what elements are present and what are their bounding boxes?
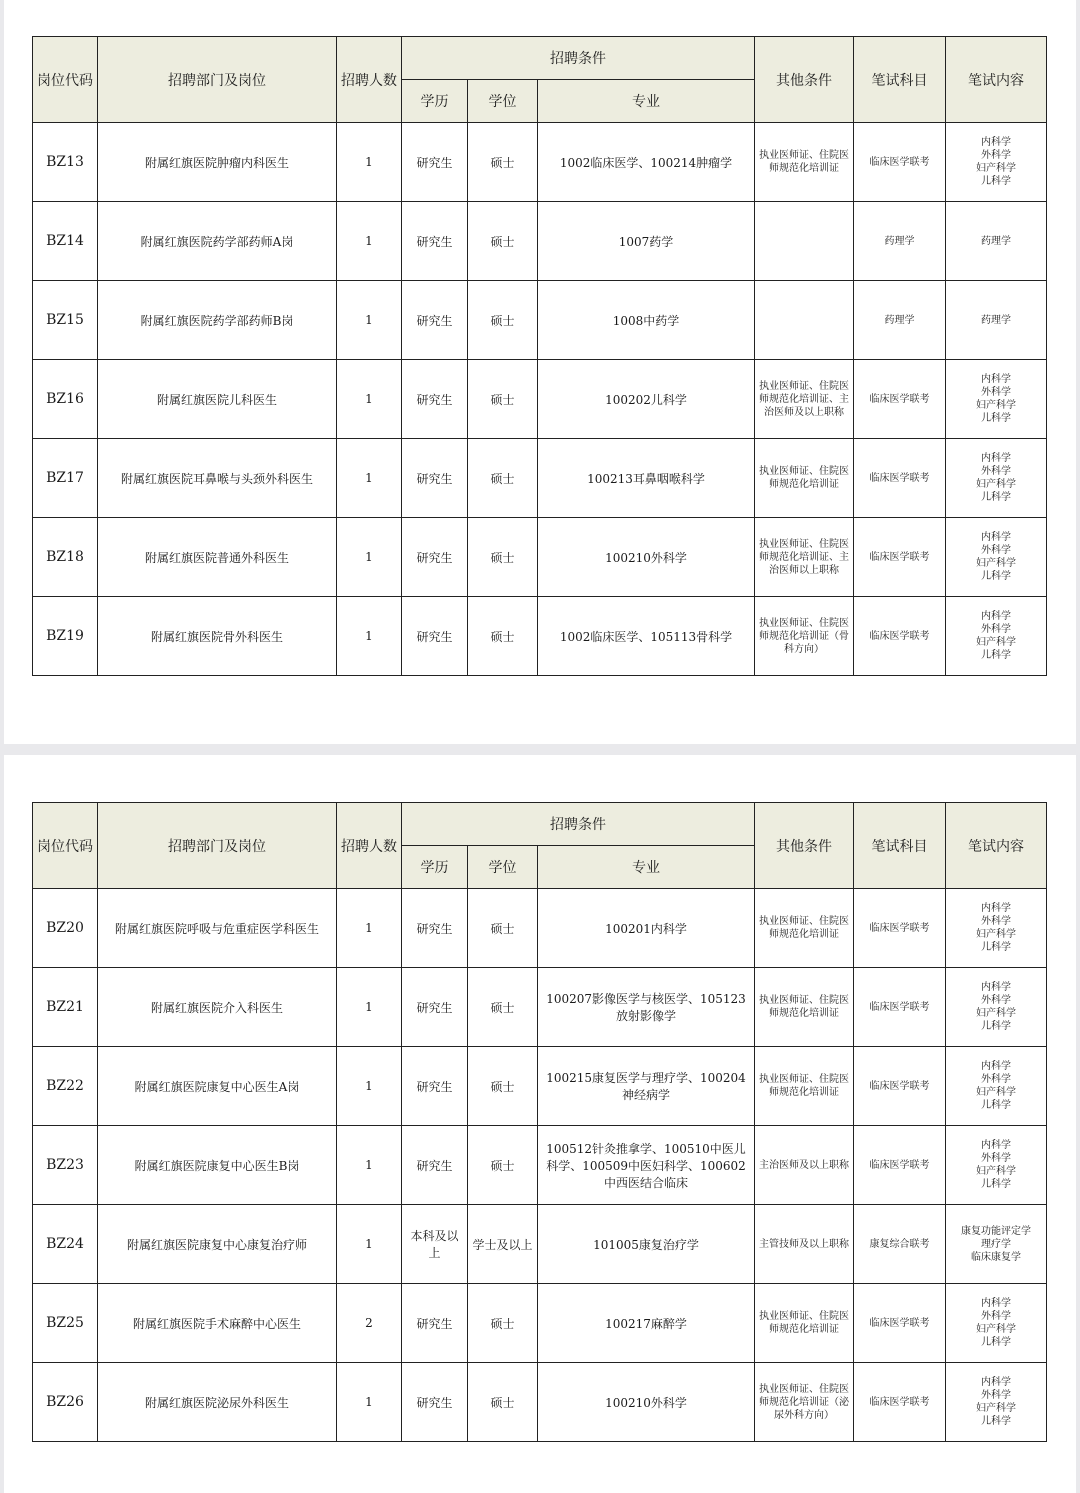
cell-dept: 附属红旗医院肿瘤内科医生 xyxy=(98,123,337,202)
cell-dept: 附属红旗医院介入科医生 xyxy=(98,968,337,1047)
cell-other: 执业医师证、住院医师规范化培训证、主治医师及以上职称 xyxy=(755,360,854,439)
cell-subject: 临床医学联考 xyxy=(854,123,946,202)
cell-code: BZ20 xyxy=(33,889,98,968)
cell-dept: 附属红旗医院康复中心医生B岗 xyxy=(98,1126,337,1205)
cell-other: 主治医师及以上职称 xyxy=(755,1126,854,1205)
table-row xyxy=(33,123,1047,202)
cell-subject: 临床医学联考 xyxy=(854,889,946,968)
cell-num: 1 xyxy=(337,281,402,360)
cell-major: 100202儿科学 xyxy=(538,360,755,439)
cell-degree: 硕士 xyxy=(468,123,538,202)
cell-degree: 硕士 xyxy=(468,1047,538,1126)
header-subject: 笔试科目 xyxy=(854,37,946,123)
cell-degree: 硕士 xyxy=(468,281,538,360)
cell-other: 执业医师证、住院医师规范化培训证 xyxy=(755,439,854,518)
cell-edu: 研究生 xyxy=(402,968,468,1047)
header-subject: 笔试科目 xyxy=(854,803,946,889)
cell-content: 内科学 外科学 妇产科学 儿科学 xyxy=(946,518,1047,597)
cell-major: 100210外科学 xyxy=(538,518,755,597)
table-row xyxy=(33,889,1047,968)
cell-subject: 临床医学联考 xyxy=(854,1047,946,1126)
cell-num: 1 xyxy=(337,1205,402,1284)
cell-code: BZ25 xyxy=(33,1284,98,1363)
cell-edu: 研究生 xyxy=(402,1363,468,1442)
cell-code: BZ22 xyxy=(33,1047,98,1126)
cell-major: 1002临床医学、100214肿瘤学 xyxy=(538,123,755,202)
cell-dept: 附属红旗医院普通外科医生 xyxy=(98,518,337,597)
cell-degree: 硕士 xyxy=(468,889,538,968)
cell-subject: 药理学 xyxy=(854,281,946,360)
cell-major: 100207影像医学与核医学、105123放射影像学 xyxy=(538,968,755,1047)
cell-other: 执业医师证、住院医师规范化培训证 xyxy=(755,1047,854,1126)
cell-major: 1002临床医学、105113骨科学 xyxy=(538,597,755,676)
cell-edu: 研究生 xyxy=(402,1047,468,1126)
cell-edu: 研究生 xyxy=(402,439,468,518)
cell-dept: 附属红旗医院儿科医生 xyxy=(98,360,337,439)
header-num: 招聘人数 xyxy=(337,37,402,123)
table-body-1 xyxy=(33,123,1047,676)
table-row xyxy=(33,360,1047,439)
cell-major: 100512针灸推拿学、100510中医儿科学、100509中医妇科学、100602中西医结合临床 xyxy=(538,1126,755,1205)
cell-num: 1 xyxy=(337,1126,402,1205)
cell-subject: 临床医学联考 xyxy=(854,360,946,439)
header-conditions: 招聘条件 xyxy=(402,37,755,80)
cell-edu: 研究生 xyxy=(402,281,468,360)
cell-content: 内科学 外科学 妇产科学 儿科学 xyxy=(946,1363,1047,1442)
cell-major: 100215康复医学与理疗学、100204神经病学 xyxy=(538,1047,755,1126)
cell-degree: 硕士 xyxy=(468,439,538,518)
cell-degree: 硕士 xyxy=(468,597,538,676)
cell-dept: 附属红旗医院手术麻醉中心医生 xyxy=(98,1284,337,1363)
cell-edu: 研究生 xyxy=(402,1126,468,1205)
cell-degree: 硕士 xyxy=(468,1284,538,1363)
cell-num: 1 xyxy=(337,889,402,968)
cell-num: 1 xyxy=(337,1047,402,1126)
cell-num: 1 xyxy=(337,439,402,518)
cell-major: 100213耳鼻咽喉科学 xyxy=(538,439,755,518)
cell-num: 1 xyxy=(337,1363,402,1442)
cell-dept: 附属红旗医院耳鼻喉与头颈外科医生 xyxy=(98,439,337,518)
cell-content: 康复功能评定学 理疗学 临床康复学 xyxy=(946,1205,1047,1284)
cell-num: 2 xyxy=(337,1284,402,1363)
cell-subject: 临床医学联考 xyxy=(854,1126,946,1205)
cell-dept: 附属红旗医院康复中心医生A岗 xyxy=(98,1047,337,1126)
header-edu: 学历 xyxy=(402,846,468,889)
cell-num: 1 xyxy=(337,597,402,676)
table-row xyxy=(33,202,1047,281)
cell-content: 内科学 外科学 妇产科学 儿科学 xyxy=(946,360,1047,439)
cell-dept: 附属红旗医院骨外科医生 xyxy=(98,597,337,676)
header-num: 招聘人数 xyxy=(337,803,402,889)
cell-content: 内科学 外科学 妇产科学 儿科学 xyxy=(946,889,1047,968)
cell-edu: 研究生 xyxy=(402,518,468,597)
header-degree: 学位 xyxy=(468,846,538,889)
cell-code: BZ16 xyxy=(33,360,98,439)
cell-num: 1 xyxy=(337,968,402,1047)
cell-num: 1 xyxy=(337,123,402,202)
cell-code: BZ13 xyxy=(33,123,98,202)
cell-content: 药理学 xyxy=(946,281,1047,360)
cell-content: 内科学 外科学 妇产科学 儿科学 xyxy=(946,1047,1047,1126)
table-row xyxy=(33,1047,1047,1126)
cell-edu: 研究生 xyxy=(402,597,468,676)
header-other: 其他条件 xyxy=(755,37,854,123)
table-row xyxy=(33,597,1047,676)
cell-code: BZ21 xyxy=(33,968,98,1047)
cell-code: BZ19 xyxy=(33,597,98,676)
table-row xyxy=(33,281,1047,360)
cell-other: 执业医师证、住院医师规范化培训证 xyxy=(755,889,854,968)
cell-code: BZ24 xyxy=(33,1205,98,1284)
page-2 xyxy=(4,755,1076,1493)
header-code: 岗位代码 xyxy=(33,37,98,123)
cell-other: 主管技师及以上职称 xyxy=(755,1205,854,1284)
header-other: 其他条件 xyxy=(755,803,854,889)
cell-code: BZ23 xyxy=(33,1126,98,1205)
cell-content: 内科学 外科学 妇产科学 儿科学 xyxy=(946,968,1047,1047)
cell-other xyxy=(755,202,854,281)
header-dept: 招聘部门及岗位 xyxy=(98,37,337,123)
recruitment-table-2 xyxy=(32,802,1047,1442)
cell-major: 101005康复治疗学 xyxy=(538,1205,755,1284)
header-content: 笔试内容 xyxy=(946,37,1047,123)
cell-subject: 临床医学联考 xyxy=(854,439,946,518)
header-conditions: 招聘条件 xyxy=(402,803,755,846)
cell-major: 1007药学 xyxy=(538,202,755,281)
cell-other xyxy=(755,281,854,360)
cell-code: BZ26 xyxy=(33,1363,98,1442)
cell-subject: 临床医学联考 xyxy=(854,518,946,597)
header-degree: 学位 xyxy=(468,80,538,123)
cell-code: BZ17 xyxy=(33,439,98,518)
cell-major: 1008中药学 xyxy=(538,281,755,360)
cell-degree: 硕士 xyxy=(468,1363,538,1442)
recruitment-table-1 xyxy=(32,36,1047,676)
cell-content: 内科学 外科学 妇产科学 儿科学 xyxy=(946,1126,1047,1205)
cell-code: BZ18 xyxy=(33,518,98,597)
cell-dept: 附属红旗医院康复中心康复治疗师 xyxy=(98,1205,337,1284)
header-major: 专业 xyxy=(538,80,755,123)
cell-subject: 临床医学联考 xyxy=(854,597,946,676)
cell-num: 1 xyxy=(337,518,402,597)
table-row xyxy=(33,1284,1047,1363)
table-row xyxy=(33,1205,1047,1284)
cell-degree: 硕士 xyxy=(468,360,538,439)
table-row xyxy=(33,968,1047,1047)
cell-content: 内科学 外科学 妇产科学 儿科学 xyxy=(946,439,1047,518)
cell-major: 100201内科学 xyxy=(538,889,755,968)
cell-edu: 研究生 xyxy=(402,889,468,968)
table-body-2 xyxy=(33,889,1047,1442)
cell-code: BZ15 xyxy=(33,281,98,360)
cell-edu: 研究生 xyxy=(402,360,468,439)
header-content: 笔试内容 xyxy=(946,803,1047,889)
cell-dept: 附属红旗医院药学部药师B岗 xyxy=(98,281,337,360)
cell-edu: 研究生 xyxy=(402,202,468,281)
cell-major: 100210外科学 xyxy=(538,1363,755,1442)
cell-major: 100217麻醉学 xyxy=(538,1284,755,1363)
cell-num: 1 xyxy=(337,202,402,281)
cell-num: 1 xyxy=(337,360,402,439)
cell-edu: 研究生 xyxy=(402,1284,468,1363)
cell-subject: 药理学 xyxy=(854,202,946,281)
cell-degree: 硕士 xyxy=(468,202,538,281)
cell-other: 执业医师证、住院医师规范化培训证（骨科方向） xyxy=(755,597,854,676)
table-row xyxy=(33,439,1047,518)
cell-edu: 本科及以上 xyxy=(402,1205,468,1284)
page-1 xyxy=(4,0,1076,744)
table-row xyxy=(33,1126,1047,1205)
cell-other: 执业医师证、住院医师规范化培训证 xyxy=(755,1284,854,1363)
cell-subject: 康复综合联考 xyxy=(854,1205,946,1284)
cell-content: 内科学 外科学 妇产科学 儿科学 xyxy=(946,1284,1047,1363)
table-row xyxy=(33,518,1047,597)
cell-degree: 硕士 xyxy=(468,1126,538,1205)
table-row xyxy=(33,1363,1047,1442)
cell-code: BZ14 xyxy=(33,202,98,281)
cell-subject: 临床医学联考 xyxy=(854,1363,946,1442)
cell-other: 执业医师证、住院医师规范化培训证（泌尿外科方向） xyxy=(755,1363,854,1442)
header-code: 岗位代码 xyxy=(33,803,98,889)
cell-other: 执业医师证、住院医师规范化培训证 xyxy=(755,968,854,1047)
cell-other: 执业医师证、住院医师规范化培训证、主治医师以上职称 xyxy=(755,518,854,597)
cell-dept: 附属红旗医院呼吸与危重症医学科医生 xyxy=(98,889,337,968)
cell-subject: 临床医学联考 xyxy=(854,1284,946,1363)
header-dept: 招聘部门及岗位 xyxy=(98,803,337,889)
header-major: 专业 xyxy=(538,846,755,889)
cell-content: 药理学 xyxy=(946,202,1047,281)
cell-dept: 附属红旗医院泌尿外科医生 xyxy=(98,1363,337,1442)
header-edu: 学历 xyxy=(402,80,468,123)
cell-degree: 硕士 xyxy=(468,518,538,597)
cell-other: 执业医师证、住院医师规范化培训证 xyxy=(755,123,854,202)
cell-edu: 研究生 xyxy=(402,123,468,202)
cell-dept: 附属红旗医院药学部药师A岗 xyxy=(98,202,337,281)
cell-subject: 临床医学联考 xyxy=(854,968,946,1047)
cell-content: 内科学 外科学 妇产科学 儿科学 xyxy=(946,123,1047,202)
cell-content: 内科学 外科学 妇产科学 儿科学 xyxy=(946,597,1047,676)
cell-degree: 硕士 xyxy=(468,968,538,1047)
cell-degree: 学士及以上 xyxy=(468,1205,538,1284)
